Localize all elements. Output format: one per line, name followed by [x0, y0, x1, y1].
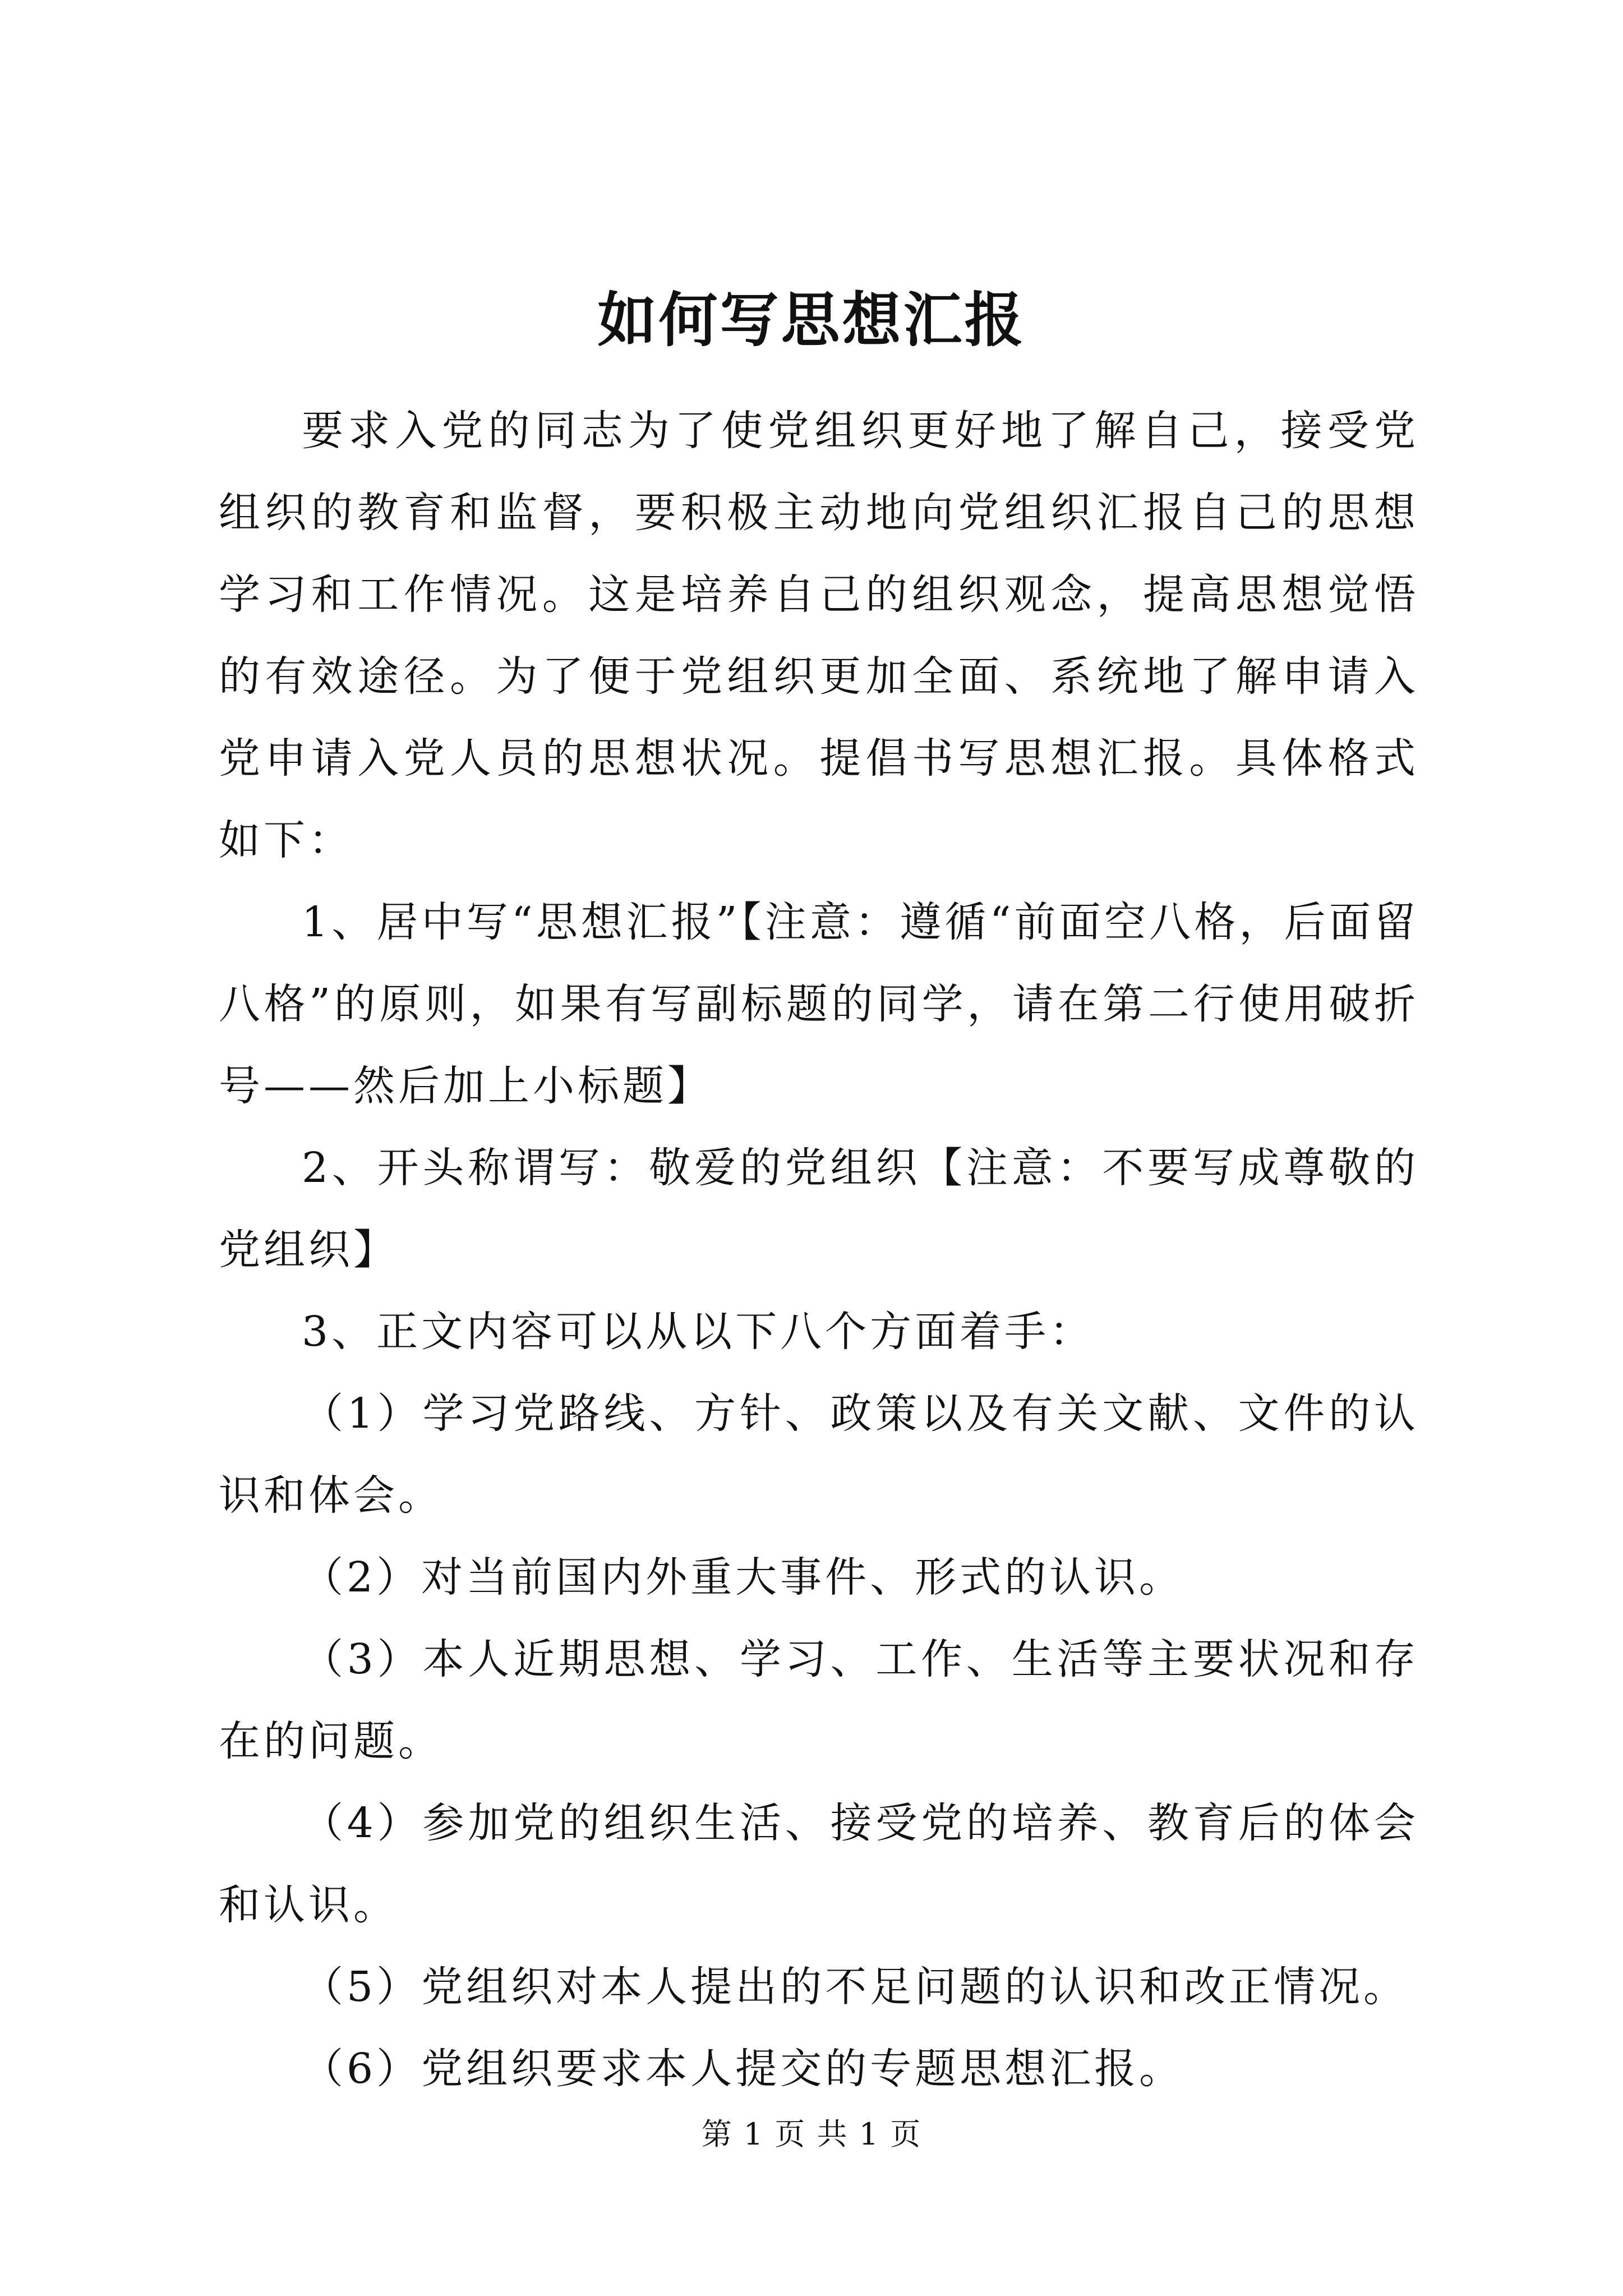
content-aspect-2: （2）对当前国内外重大事件、形式的认识。 [302, 1553, 1184, 1602]
format-item-1: 1、居中写“思想汇报”【注意：遵循“前面空八格，后面留八格”的原则，如果有写副标题的同学，请在第二行使用破折号——然后加上小标题】 [219, 898, 1419, 1110]
format-item-3: 3、正文内容可以从以下八个方面着手： [302, 1308, 1095, 1356]
content-aspect-6: （6）党组织要求本人提交的专题思想汇报。 [302, 2045, 1184, 2093]
content-aspect-3: （3）本人近期思想、学习、工作、生活等主要状况和存在的问题。 [219, 1635, 1419, 1765]
format-item-2: 2、开头称谓写：敬爱的党组织【注意：不要写成尊敬的党组织】 [219, 1144, 1419, 1274]
document-body [219, 390, 1419, 2110]
page-footer: 第 1 页 共 1 页 [701, 2116, 922, 2152]
intro-paragraph: 要求入党的同志为了使党组织更好地了解自己，接受党组织的教育和监督，要积极主动地向党组织汇报自己的思想学习和工作情况。这是培养自己的组织观念，提高思想觉悟的有效途径。为了便于党组织更加全面、系统地了解申请入党申请入党人员的思想状况。提倡书写思想汇报。具体格式如下： [219, 407, 1419, 864]
content-aspect-4: （4）参加党的组织生活、接受党的培养、教育后的体会和认识。 [219, 1799, 1419, 1929]
document-title: 如何写思想汇报 [597, 285, 1026, 355]
content-aspect-5: （5）党组织对本人提出的不足问题的认识和改正情况。 [302, 1963, 1409, 2011]
content-aspect-1: （1）学习党路线、方针、政策以及有关文献、文件的认识和体会。 [219, 1389, 1419, 1520]
